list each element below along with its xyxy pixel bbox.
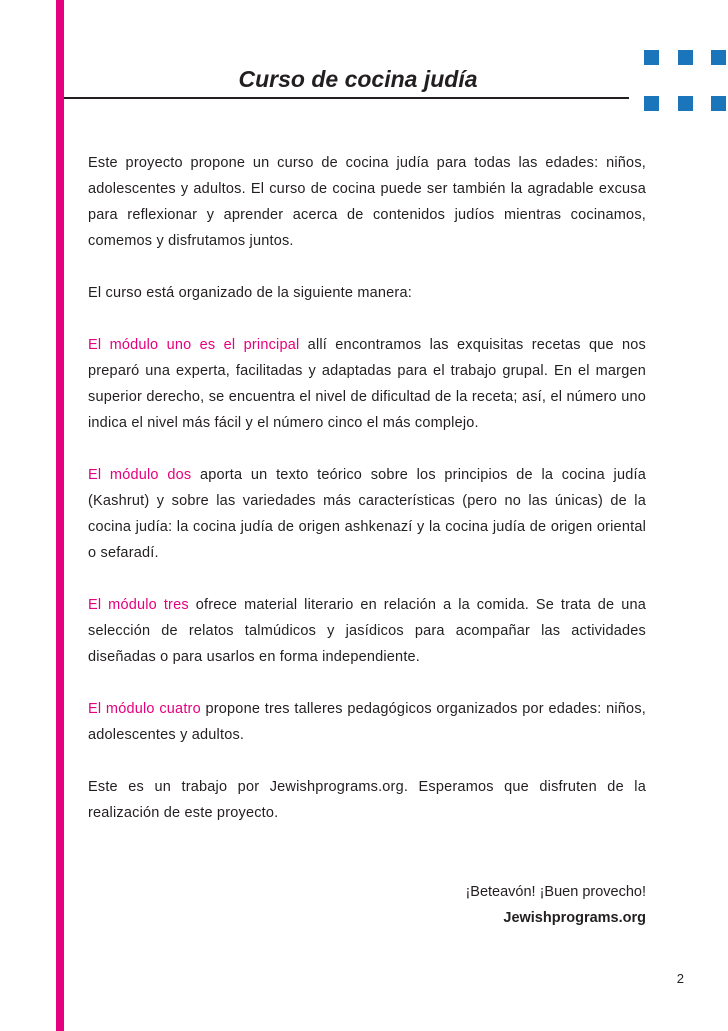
paragraph-text: El curso está organizado de la siguiente manera: <box>88 285 412 301</box>
module-lead: El módulo uno es el principal <box>88 337 300 353</box>
module-lead: El módulo dos <box>88 467 192 483</box>
square <box>644 96 659 111</box>
body-text <box>88 150 646 852</box>
page-number: 2 <box>676 971 684 986</box>
paragraph-text: ofrece material literario en relación a la comida. Se trata de una selección de relatos talmúdicos y jasídicos para acompañar las actividades diseñadas o para usarlos en forma independiente. <box>88 597 646 665</box>
paragraph-closing-note <box>88 774 646 826</box>
paragraph-module-one <box>88 332 646 436</box>
paragraph-text: propone tres talleres pedagógicos organizados por edades: niños, adolescentes y adultos. <box>88 701 646 743</box>
paragraph-module-three <box>88 592 646 670</box>
margin-bar <box>56 0 64 1031</box>
module-lead: El módulo tres <box>88 597 189 613</box>
square <box>678 96 693 111</box>
paragraph-text: Este es un trabajo por Jewishprograms.org. Esperamos que disfruten de la realización de este proyecto. <box>88 779 646 821</box>
page-title: Curso de cocina judía <box>238 66 478 92</box>
paragraph-module-four <box>88 696 646 748</box>
paragraph-organization <box>88 280 646 306</box>
decorative-squares <box>644 50 728 112</box>
square <box>678 50 693 65</box>
paragraph-intro <box>88 150 646 254</box>
square <box>711 50 726 65</box>
closing-greeting: ¡Beteavón! ¡Buen provecho! <box>465 884 646 900</box>
closing-signature: Jewishprograms.org <box>503 910 646 926</box>
closing-block <box>465 879 646 931</box>
square <box>644 50 659 65</box>
square <box>711 96 726 111</box>
paragraph-module-two <box>88 462 646 566</box>
title-rule <box>64 97 629 99</box>
module-lead: El módulo cuatro <box>88 701 201 717</box>
paragraph-text: Este proyecto propone un curso de cocina judía para todas las edades: niños, adolescentes y adultos. El curso de cocina puede ser también la agradable excusa para reflexionar y aprender acerca de contenidos judíos mientras cocinamos, comemos y disfrutamos juntos. <box>88 155 646 249</box>
paragraph-text: aporta un texto teórico sobre los principios de la cocina judía (Kashrut) y sobre las variedades más características (pero no las únicas) de la cocina judía: la cocina judía de origen ashkenazí y la cocina judía de origen oriental o sefaradí. <box>88 467 646 561</box>
paragraph-text: allí encontramos las exquisitas recetas que nos preparó una experta, facilitadas y adaptadas para el trabajo grupal. En el margen superior derecho, se encuentra el nivel de dificultad de la receta; así, el número uno indica el nivel más fácil y el número cinco el más complejo. <box>88 337 646 431</box>
